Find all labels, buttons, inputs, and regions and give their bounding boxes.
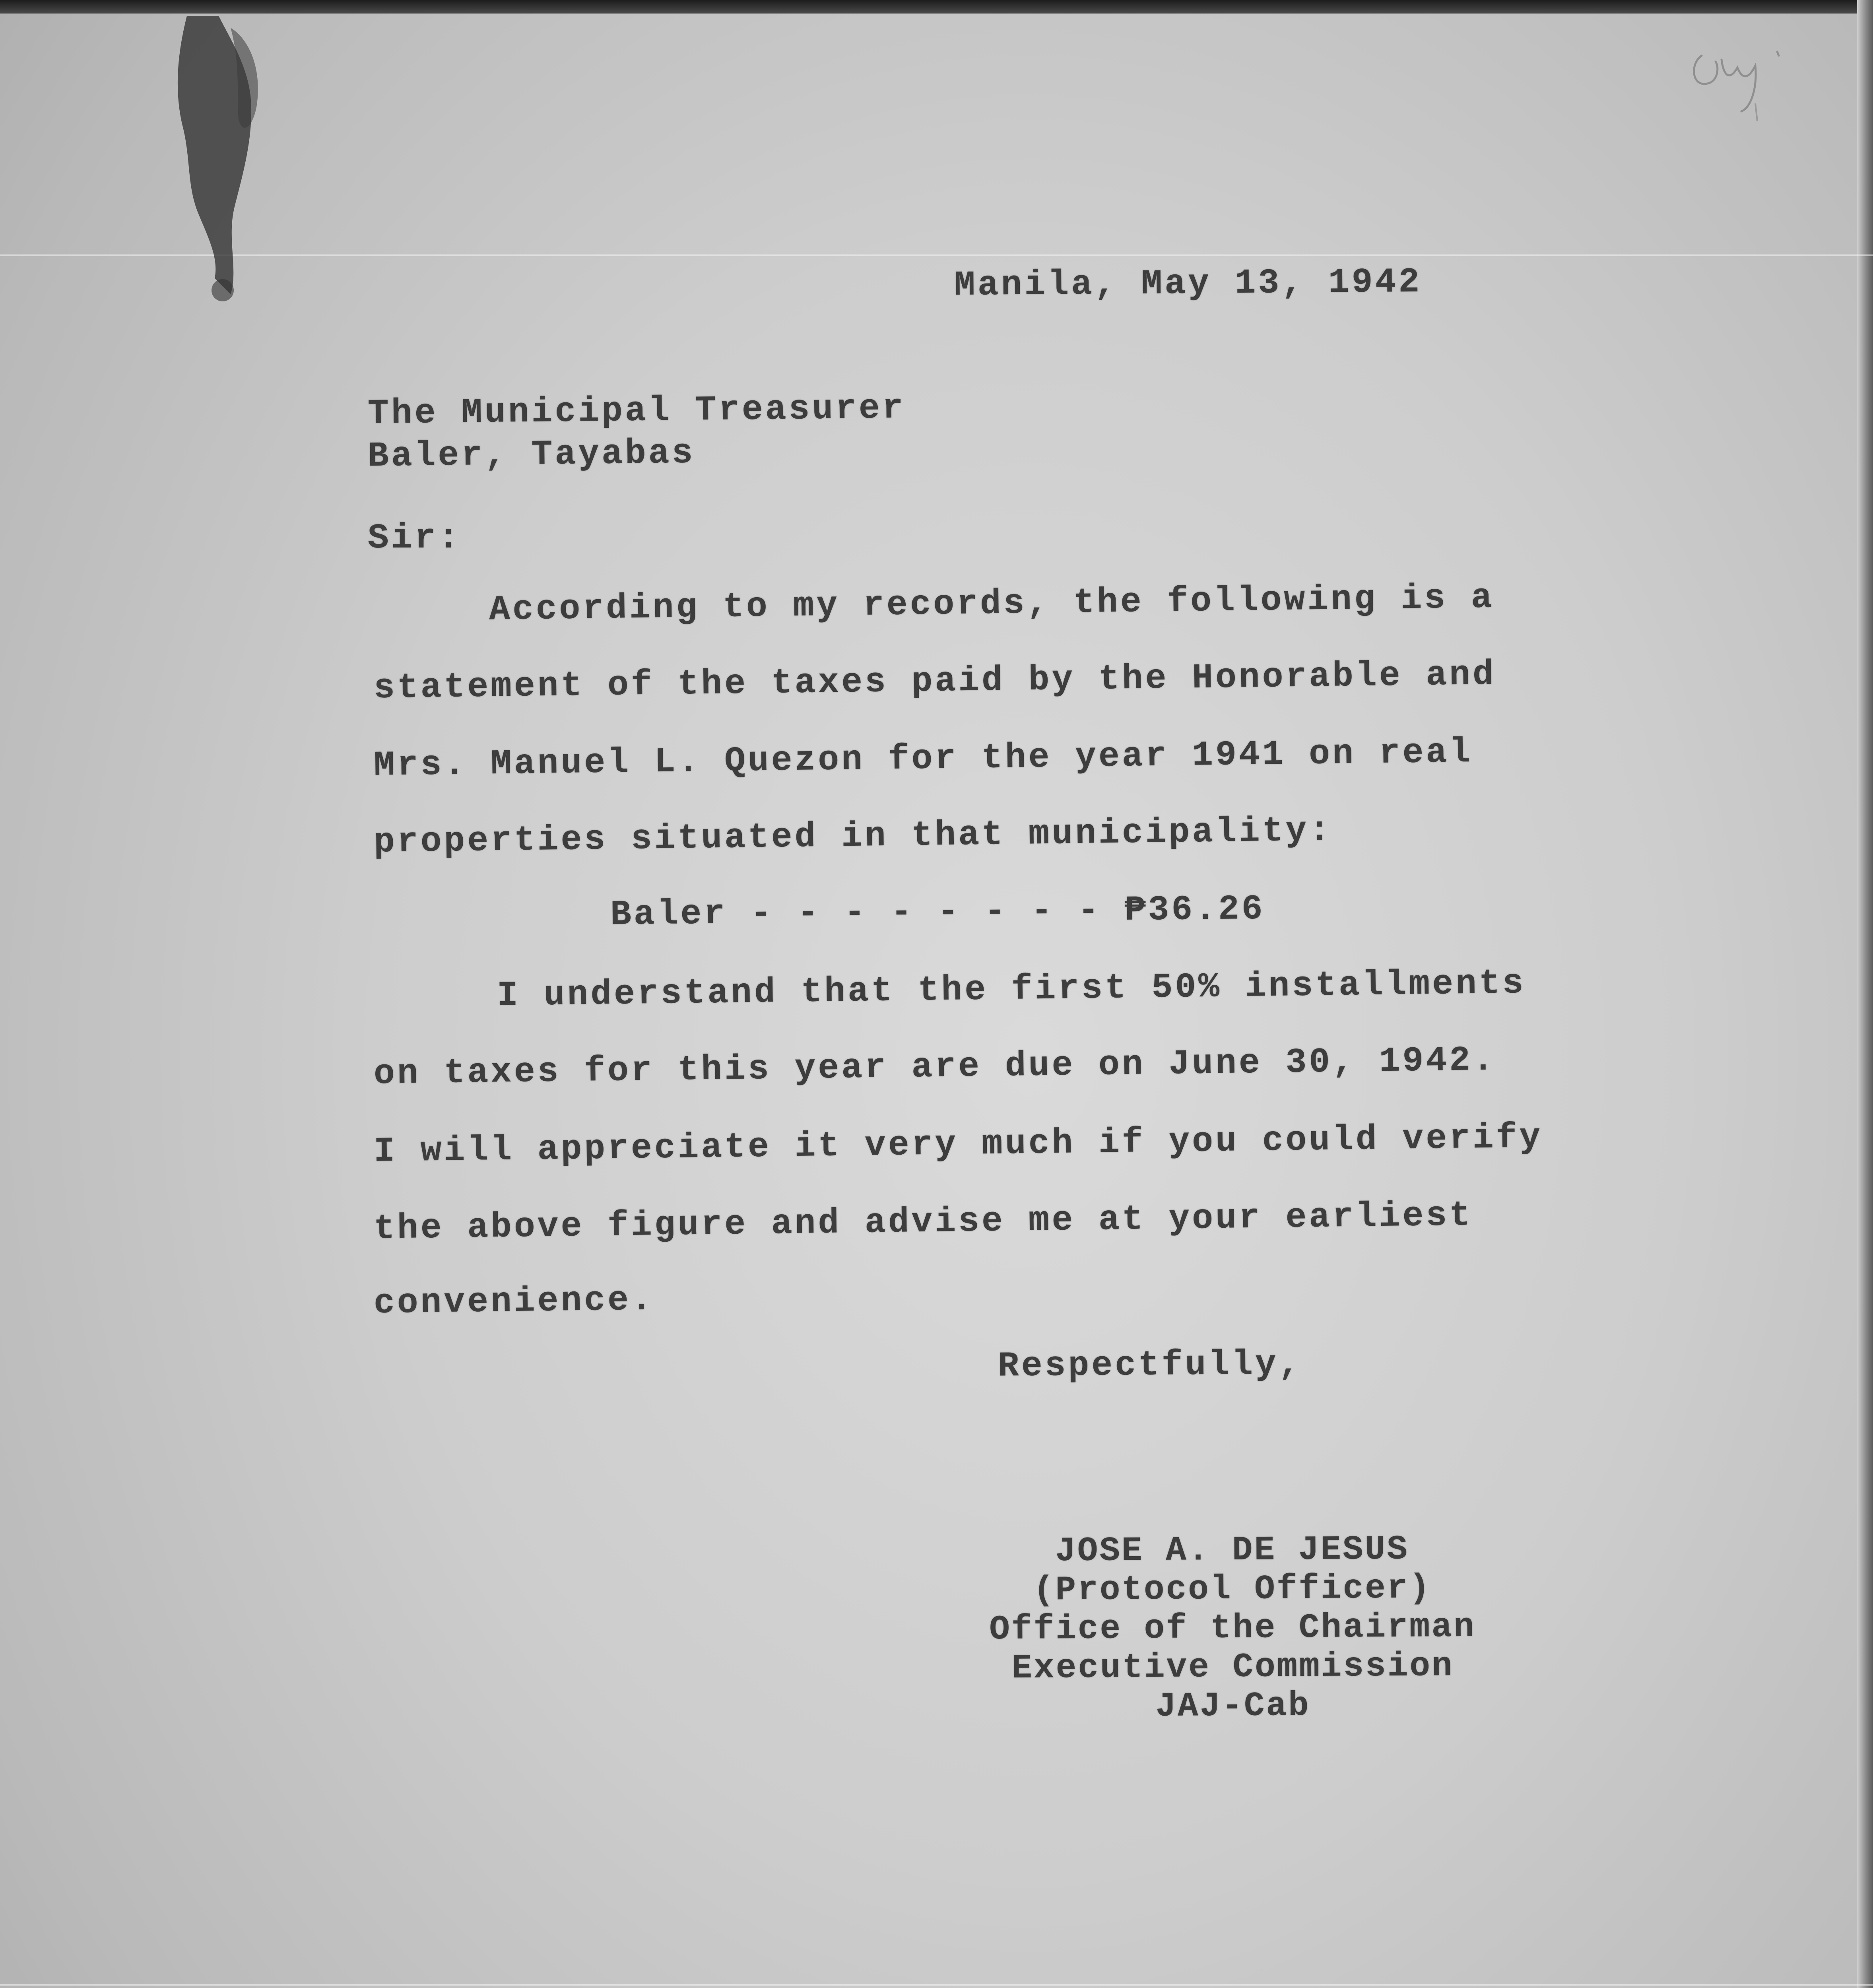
tax-entry-row	[610, 890, 1265, 935]
signature-block	[954, 1529, 1512, 1727]
signatory-organization: Executive Commission	[1011, 1646, 1454, 1688]
paragraph-line: According to my records, the following is a	[489, 578, 1495, 630]
signatory-position: (Protocol Officer)	[1033, 1569, 1432, 1610]
paper-fold-line	[0, 1984, 1873, 1986]
paragraph-line: on taxes for this year are due on June 30, 1942.	[373, 1041, 1496, 1094]
tax-entry-amount: ₱36.26	[1124, 889, 1265, 930]
tax-entry-place: Baler	[610, 894, 728, 935]
addressee-title: The Municipal Treasurer	[367, 388, 906, 434]
paragraph-line: I understand that the first 50% installments	[497, 964, 1526, 1016]
pencil-mark	[1682, 44, 1793, 123]
salutation: Sir:	[368, 519, 462, 558]
paragraph-line: properties situated in that municipality:	[373, 811, 1333, 862]
letter-date: Manila, May 13, 1942	[954, 262, 1422, 306]
addressee-location: Baler, Tayabas	[367, 433, 695, 477]
scan-top-edge	[0, 0, 1873, 14]
paragraph-line: I will appreciate it very much if you could verify	[373, 1118, 1543, 1172]
ink-stain	[171, 16, 266, 302]
paper-fold-line	[0, 254, 1873, 256]
paragraph-line: the above figure and advise me at your earliest	[373, 1196, 1473, 1249]
paragraph-line: Mrs. Manuel L. Quezon for the year 1941 on real	[373, 733, 1473, 786]
tax-entry-leader: - - - - - - - -	[750, 891, 1102, 934]
scan-right-edge	[1857, 0, 1873, 1988]
paragraph-line: convenience.	[373, 1280, 655, 1324]
reference-initials: JAJ-Cab	[1155, 1686, 1310, 1726]
signatory-office: Office of the Chairman	[989, 1607, 1476, 1649]
paragraph-line: statement of the taxes paid by the Honorable and	[373, 655, 1496, 709]
signatory-name: JOSE A. DE JESUS	[1055, 1530, 1409, 1571]
complimentary-closing: Respectfully,	[998, 1345, 1302, 1386]
